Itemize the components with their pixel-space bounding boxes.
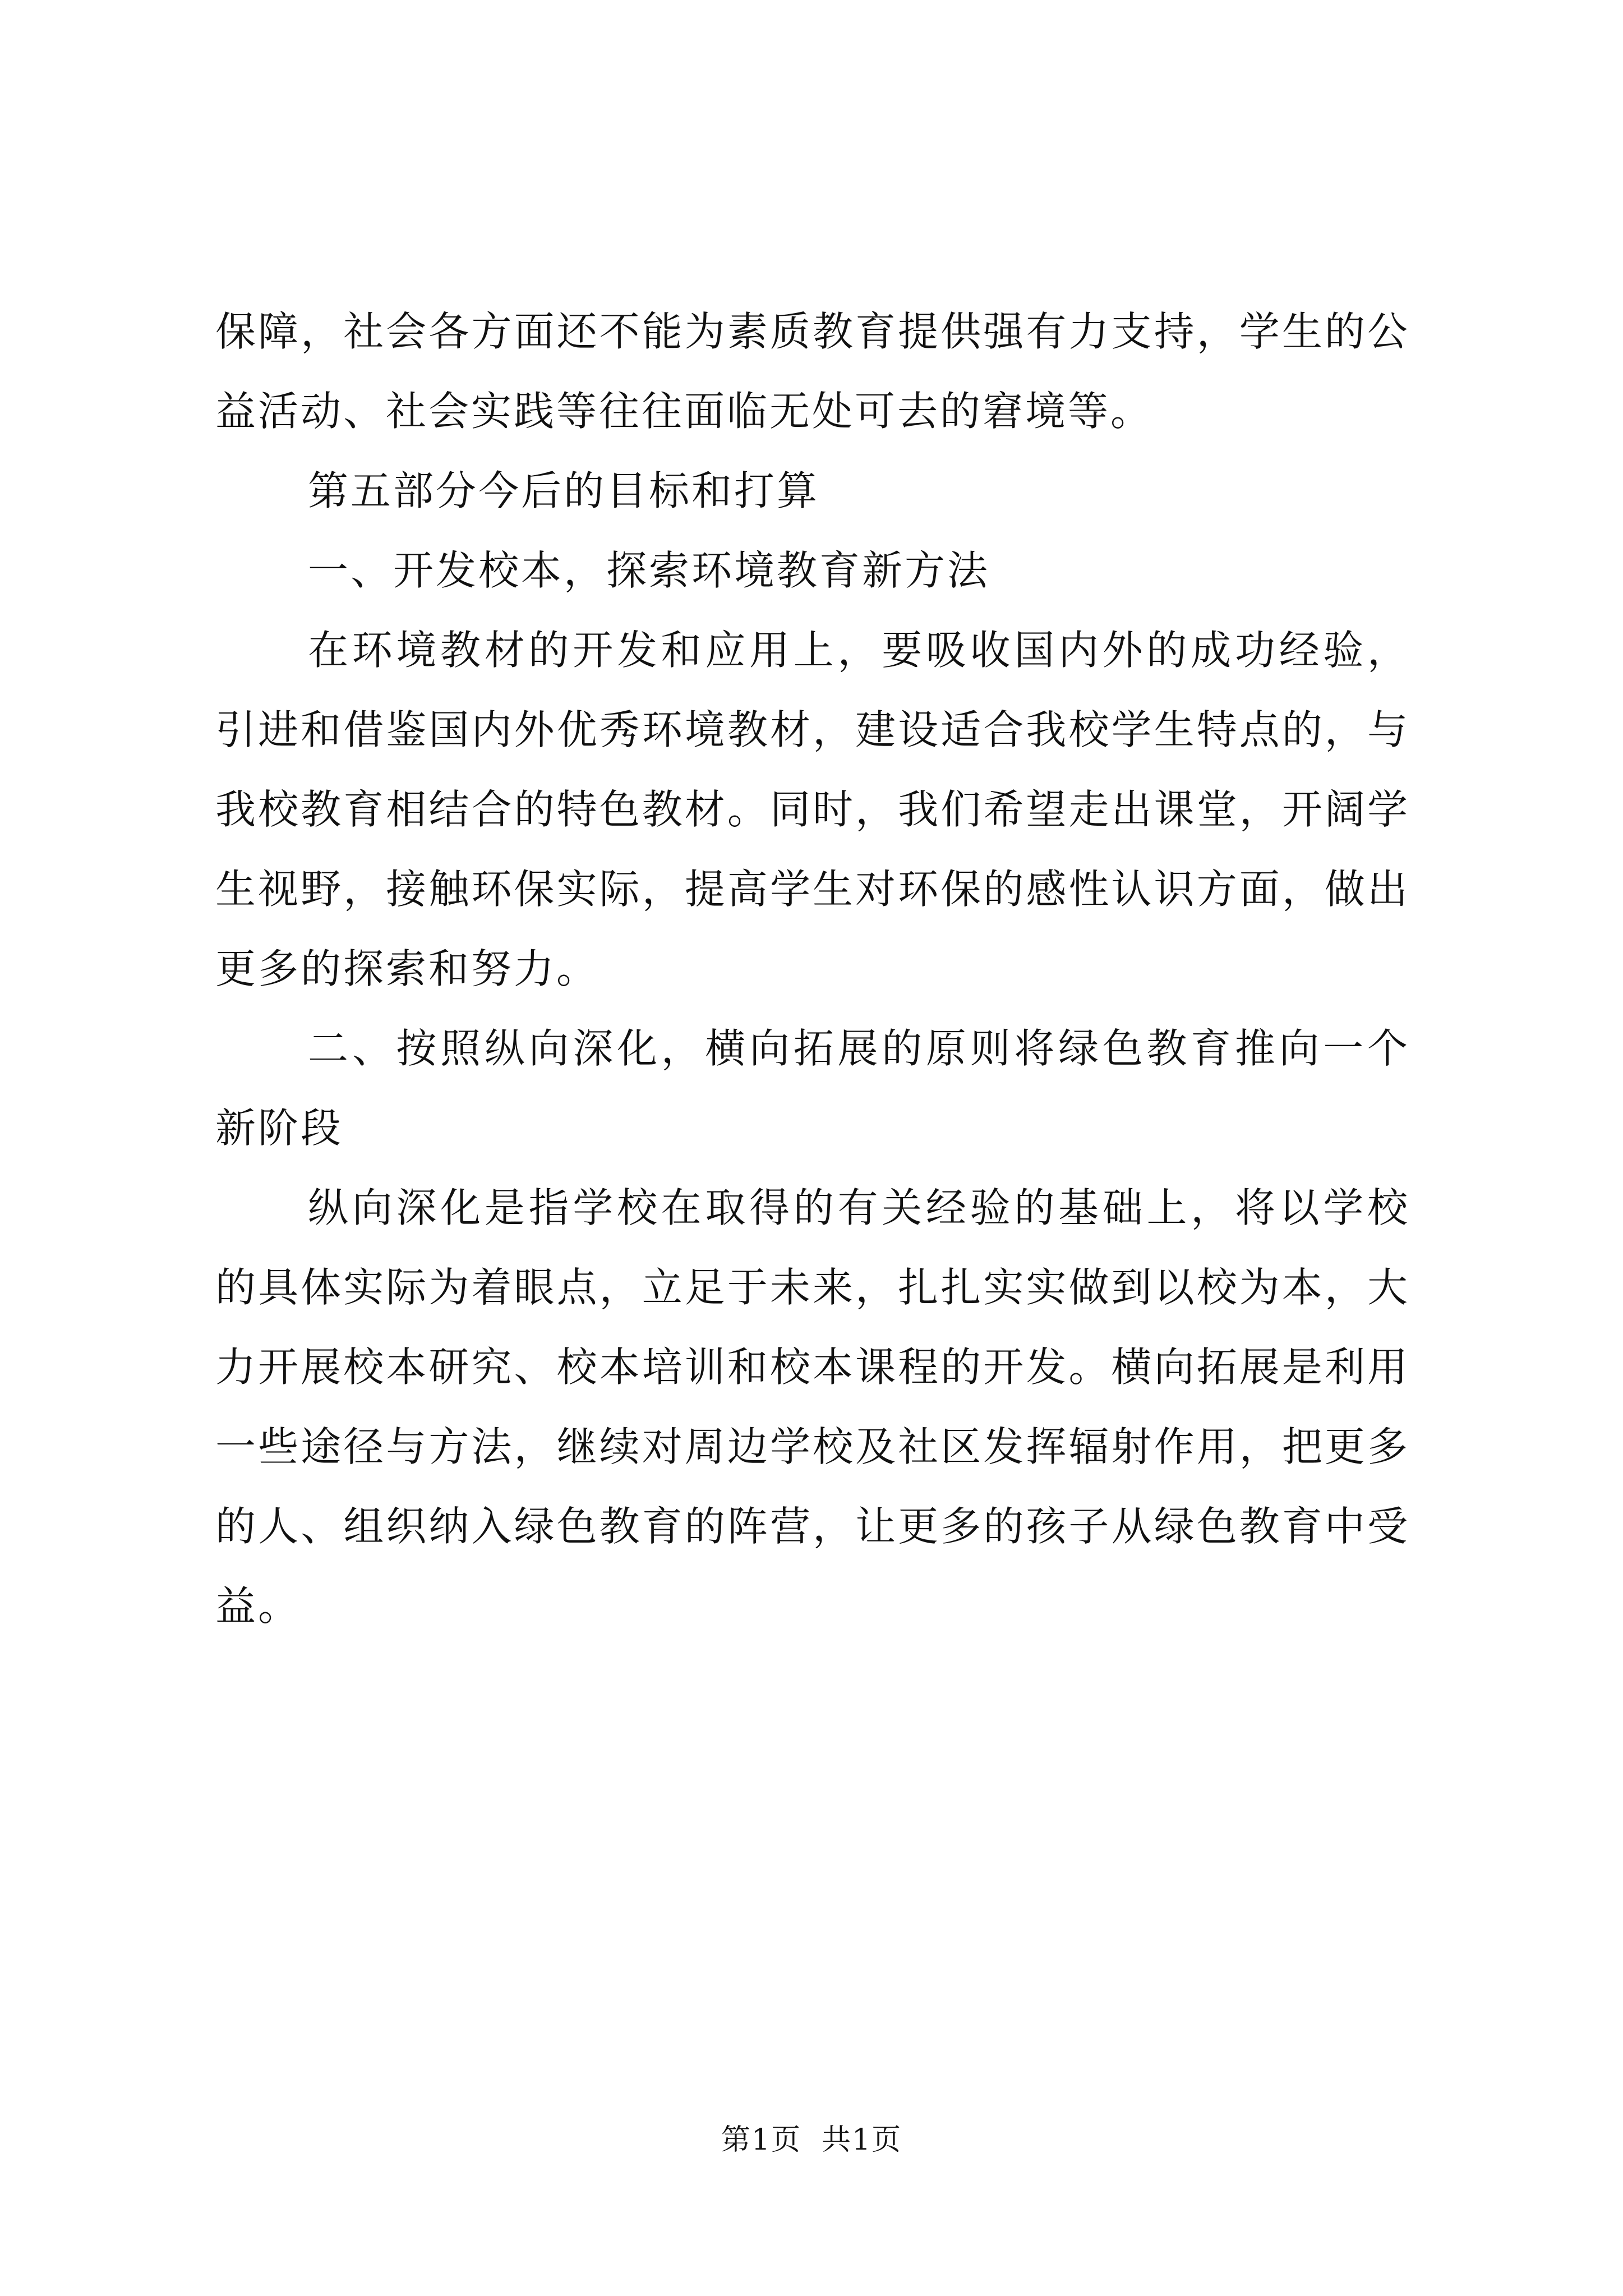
page-number: 第1页 — [721, 2123, 801, 2157]
page-footer — [0, 2120, 1623, 2160]
paragraph-continuation: 保障，社会各方面还不能为素质教育提供强有力支持，学生的公益活动、社会实践等往往面临无处可去的窘境等。 — [215, 308, 1410, 435]
subheading-one: 一、开发校本，探索环境教育新方法 — [308, 547, 990, 594]
section-heading: 第五部分今后的目标和打算 — [308, 467, 820, 514]
subheading-two: 二、按照纵向深化，横向拓展的原则将绿色教育推向一个新阶段 — [215, 1025, 1410, 1152]
paragraph-deepening-expansion: 纵向深化是指学校在取得的有关经验的基础上，将以学校的具体实际为着眼点，立足于未来，扎扎实实做到以校为本，大力开展校本研究、校本培训和校本课程的开发。横向拓展是利用一些途径与方法，继续对周边学校及社区发挥辐射作用，把更多的人、组织纳入绿色教育的阵营，让更多的孩子从绿色教育中受益。 — [215, 1184, 1410, 1630]
page-total: 共1页 — [822, 2123, 902, 2157]
paragraph-textbook-development: 在环境教材的开发和应用上，要吸收国内外的成功经验，引进和借鉴国内外优秀环境教材，建设适合我校学生特点的，与我校教育相结合的特色教材。同时，我们希望走出课堂，开阔学生视野，接触环保实际，提高学生对环保的感性认识方面，做出更多的探索和努力。 — [215, 627, 1410, 992]
document-body — [215, 292, 1410, 1646]
